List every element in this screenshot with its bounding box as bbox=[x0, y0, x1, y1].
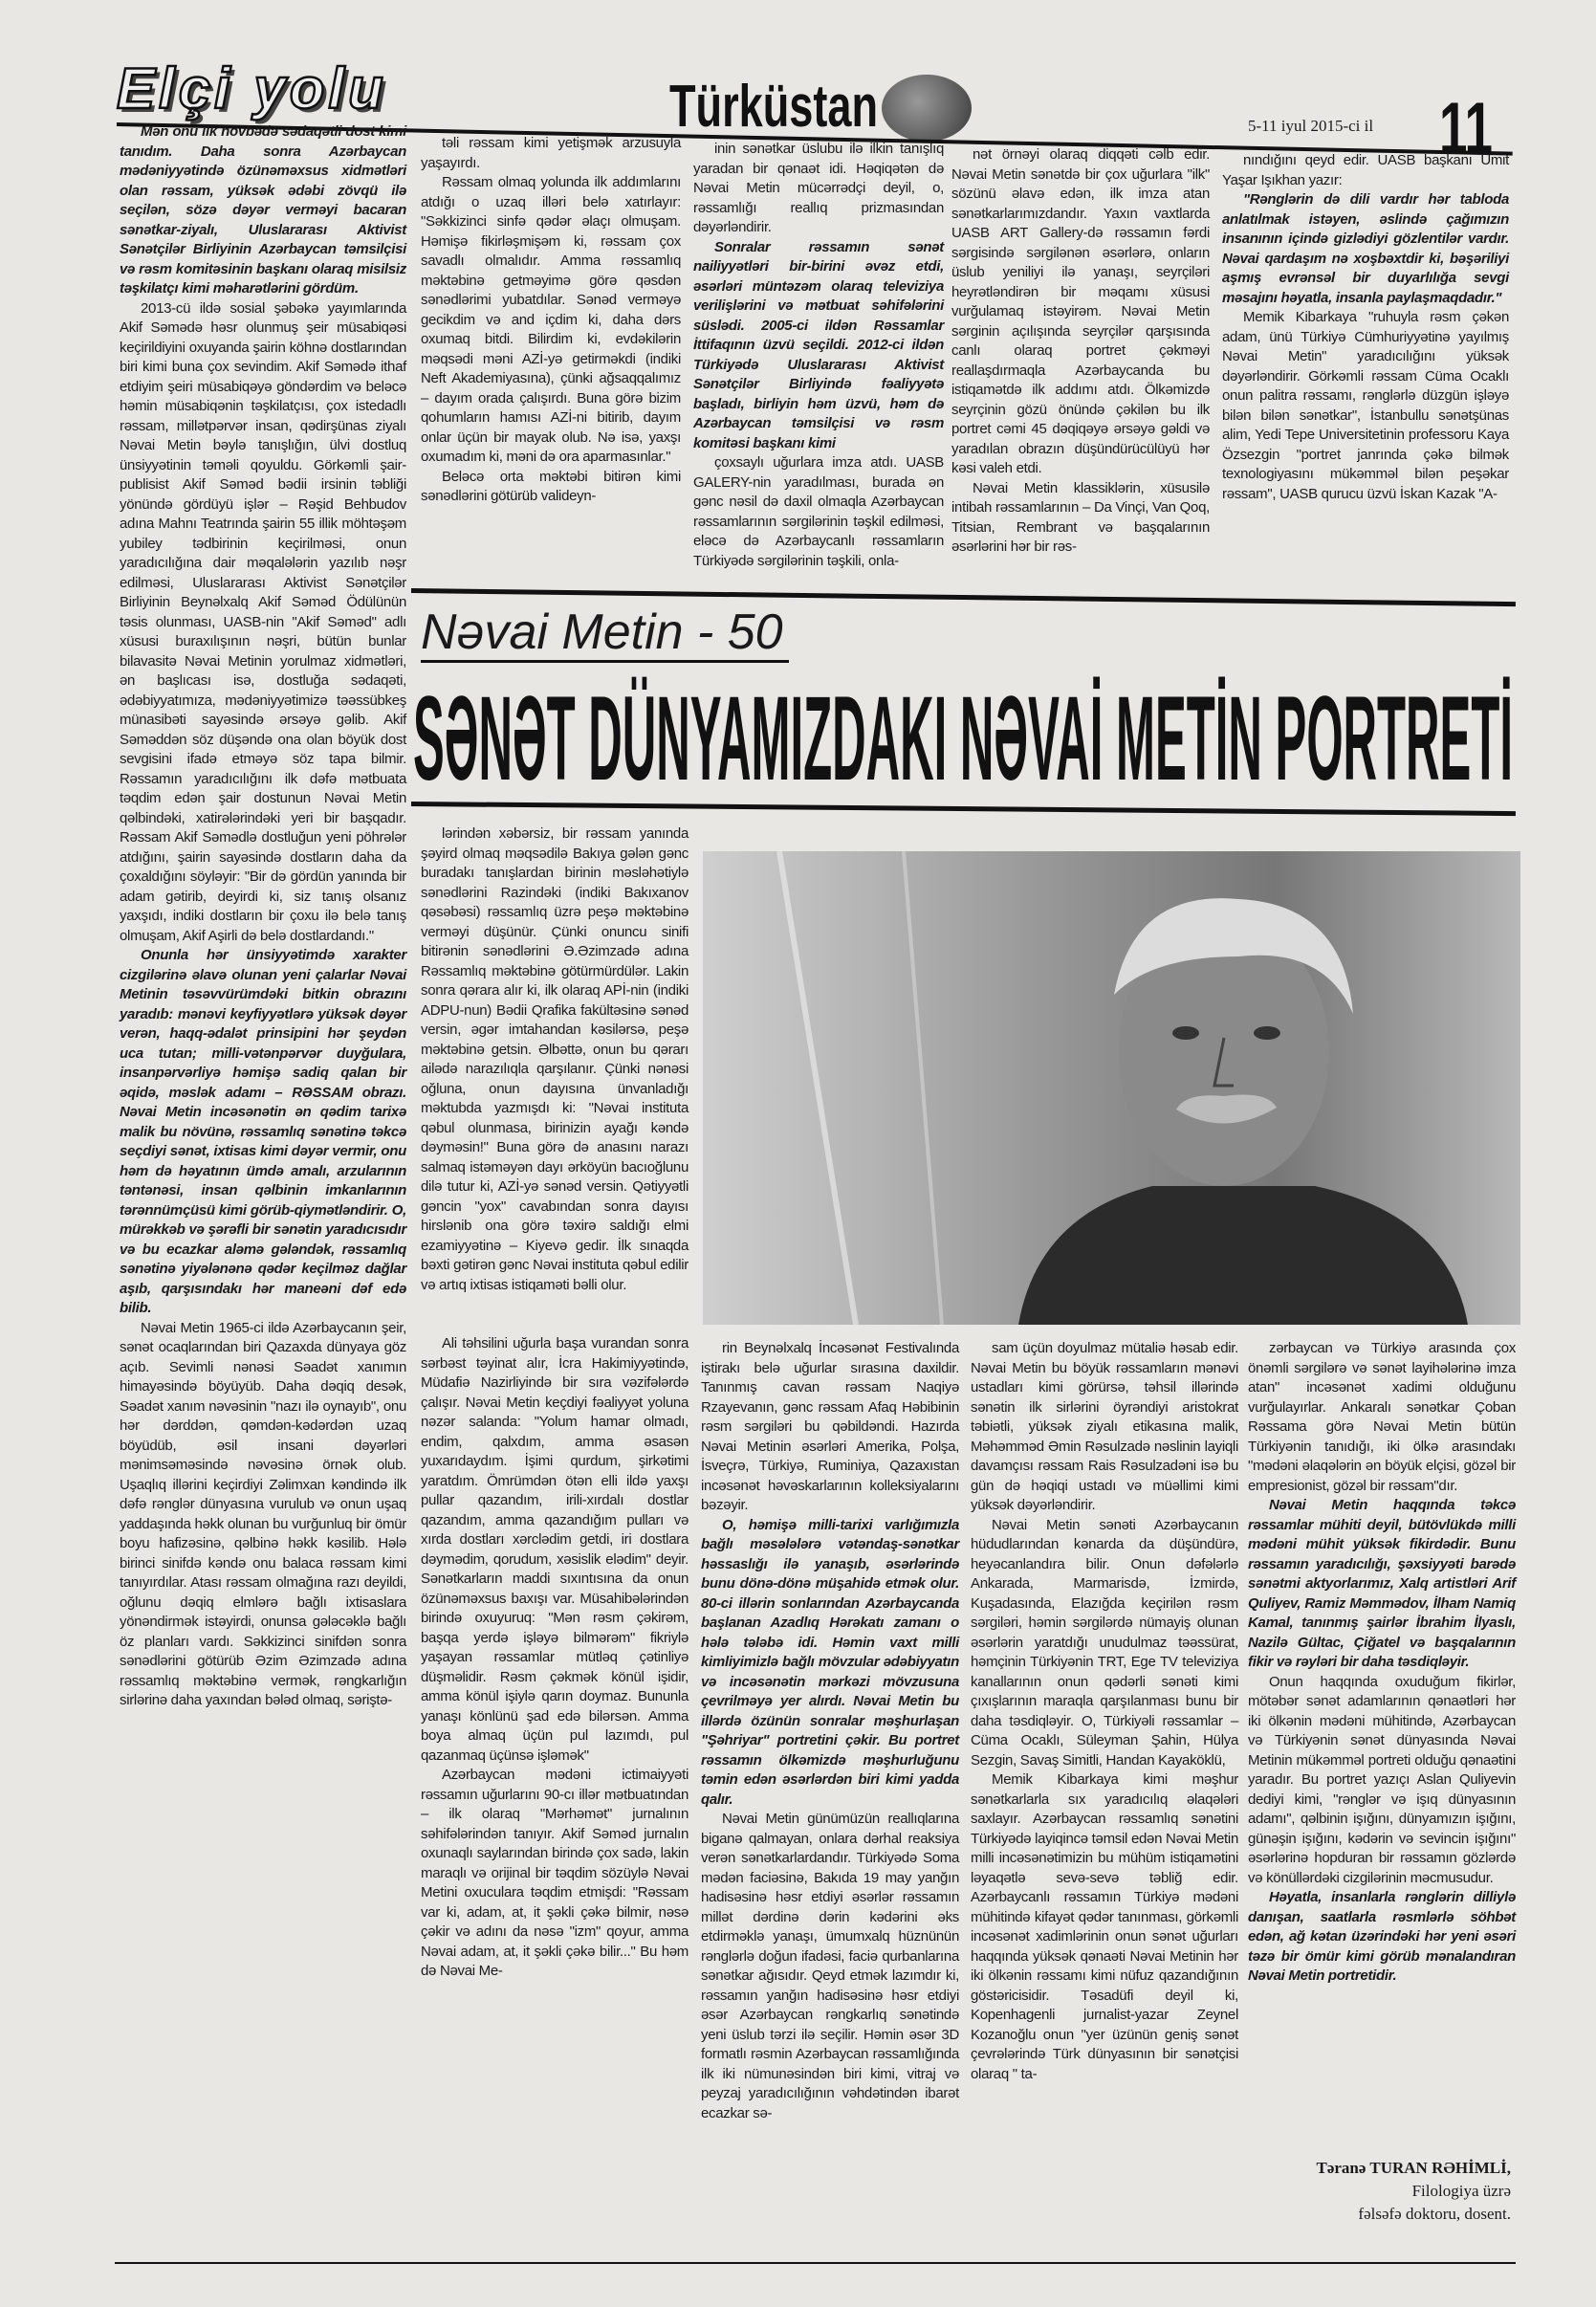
paragraph: Nəvai Metin sənəti Azərbaycanın hüdudlarından kənarda da düşündürə, heyəcanlandıra bilir. Onun dəfələrlə Ankarada, Marmarisdə, İzmirdə, Kuşadasında, Elazığda keçirilən rəsm sərgiləri, həmin sərgilərdə nümayiş olunan əsərlərin yaratdığı unudulmaz təəssürat, həmçinin Türkiyənin TRT, Ege TV televiziya kanallarının onun qədərli sənəti kimi çıxışlarının maraqla qarşılanması bunu bir daha təsdiqləyir. O, Türkiyəli rəssamlar – Cüma Ocaklı, Süleyman Şahin, Hülya Sezgin, Savaş Simitli, Handan Kayaköklü, bbox=[971, 1516, 1238, 1769]
paragraph: rin Beynəlxalq İncəsənət Festivalında iştirakı belə uğurlar sırasına daxildir. Tanınmış cavan rəssam Naqiyə Rzayevanın, gənc rəssam Afaq Həbibinin rəsm sərgiləri bu qəbildəndi. Hazırda Nəvai Metinin əsərləri Amerika, Polşa, İsveçrə, Türkiyə, Ruminiya, Qazaxıstan incəsənət həvəskarlarının kolleksiyalarını bəzəyir. bbox=[701, 1340, 959, 1513]
paragraph: inin sənətkar üslubu ilə ilkin tanışlıq yaradan bir qənaət idi. Həqiqətən də Nəvai Metin mücərrədçi deyil, o, rəssamlığı reallıq prizmasından dəyərləndirir. bbox=[693, 141, 944, 235]
paragraph: "Rənglərin də dili vardır hər tabloda anlatılmak istəyen, əslində çağımızın insanının içində gizlədiyi gözlentilər vardır. Nəvai qardaşım nə xoşbəxtdir ki, bəşəriliyi aşmış evrənsəl bir duyarlılığa sevgi məsajını həyatla, insanla paylaşmaqdadır." bbox=[1222, 191, 1509, 306]
paragraph: O, həmişə milli-tarixi varlığımızla bağlı məsələlərə vətəndaş-sənətkar həssaslığı ilə yanaşıb, əsərlərində bunu dönə-dönə müşahidə etmək olur. 80-ci illərin sonlarından Azərbaycanda başlanan Azadlıq Hərəkatı zamanı o hələ tələbə idi. Həmin vaxt milli kimliyimizlə bağlı mövzular ədəbiyyatın və incəsənətin mərkəzi mövzusuna çevrilməyə yer alırdı. Nəvai Metin bu illərdə özünün sonralar məşhurlaşan "Şəhriyar" portretini çəkir. Bu portret rəssamın ölkəmizdə məşhurluğunu təmin edən əsərlərdən biri kimi yadda qalır. bbox=[701, 1516, 959, 1808]
article-headline-text: SƏNƏT DÜNYAMIZDAKI NƏVAİ METİN PORTRETİ bbox=[413, 672, 1513, 805]
paragraph: lərindən xəbərsiz, bir rəssam yanında şəyird olmaq məqsədilə Bakıya gələn gənc buradakı tanışlardan birinin məsləhətiylə sənədlərini Razindəki (indiki Bakıxanov qəsəbəsi) rəssamlıq üzrə peşə məktəbinə verməyi düşünür. Çünki onuncu sinifi bitirənin sənədlərini Ə.Əzimzadə adına Rəssamlıq məktəbinə götürmürdülər. Lakin sonra qərara alır ki, ilk olaraq APİ-nin (indiki ADPU-nun) Bədii Qrafika fakültəsinə sənəd versin, əgər imtahandan kəsilərsə, peşə məktəbinə getsin. Əlbəttə, onun bu qərarı ailədə narazılıqla qarşılanır. Çünki nənəsi oğluna, onun dayısına ünvanladığı məktubda yazmışdı ki: "Nəvai instituta qəbul olunmasa, birinizin ayağı kəndə dəyməsin!" Buna görə də anasını narazı salmaq istəməyən dayı ərköyün bacıoğlunu dilə tutur ki, AZİ-yə sənəd versin. Qətiyyətli gəncin "yox" cavabından sonra dayısı hirslənib ona görə təxirə saldığı elmi ezamiyyətinə – Kiyevə gedir. İlk sınaqda bəxti gətirən gənc Nəvai instituta qəbul edilir və artıq ixtisas istiqaməti bəlli olur. bbox=[421, 825, 689, 1293]
portrait-illustration bbox=[703, 851, 1520, 1325]
paragraph: nət örnəyi olaraq diqqəti cəlb edir. Nəvai Metin sənətdə bir çox uğurlara "ilk" sözünü əlavə edən, ilk imza atan sənətkarlarımızdandır. Yaxın vaxtlarda UASB ART Gallery-də rəssamın fərdi sərgisində sərgilənən əsərlərə, onların üslub yeniliyi ilə yanaşı, seyrçiləri heyrətləndirən bir məqamı xüsusi vurğulamaq istəyirəm. Nəvai Metin sərginin açılışında seyrçilər qarşısında canlı olaraq portret çəkməyi reallaşdırmaqla Azərbaycanda bu istiqamətdə ilk addımı atdı. Ölkəmizdə seyrçinin gözü önündə çəkilən bu ilk portret cəmi 45 dəqiqəyə ərsəyə gəldi və yaradılan obrazın düşündürücülüyü hər kəsi valeh etdi. bbox=[951, 146, 1210, 476]
paragraph: Onunla hər ünsiyyətimdə xarakter cizgilərinə əlavə olunan yeni çalarlar Nəvai Metinin təsəvvürümdəki bitkin obrazını yaradıb: mənəvi keyfiyyətlərə yüksək dəyər verən, haqq-ədalət prinsipini hər şeydən uca tutan; milli-vətənpərvər duyğulara, insanpərvərliyə həmişə sadiq qalan bir əqidə, məslək adamı – RƏSSAM obrazı. Nəvai Metin incəsənətin ən qədim tarixə malik bu növünə, rəssamlıq sənətinə təkcə seçdiyi sənət, ixtisas kimi dəyər vermir, onu həm də həyatının ümdə amalı, arzularının təntənəsi, insan qəlbinin imkanlarının tərənnümçüsü kimi görüb-qiymətləndirir. O, mürəkkəb və şərəfli bir sənətin yaradıcısıdır və bu ecazkar aləmə gələndək, rəssamlıq sənətinə yiyələnənə qədər keçilməz dağlar aşıb, qarşısındakı hər maneəni dəf edə bilib. bbox=[120, 947, 406, 1316]
paragraph: 2013-cü ildə sosial şəbəkə yayımlarında Akif Səmədə həsr olunmuş şeir müsabiqəsi keçirildiyini oxuyanda şairin köhnə dostlarından biri kimi buna çox sevindim. Akif Səmədə ithaf etdiyim şeiri müsabiqəyə göndərdim və beləcə həmin müsabiqənin təşkilatçısı, çox istedadlı rəssam, millətpərvər insan, qədirşünas ziyalı Nəvai Metin bəylə tanışlığın, ülvi dostluq ünsiyyətinin təməli qoyuldu. Görkəmli şair-publisist Akif Səməd bədii irsinin təbliği yönündə gördüyü işlər – Rəşid Behbudov adına Mahnı Teatrında şairin 55 illik möhtəşəm yubiley tədbirinin keçirilməsi, onun yaradıcılığına dair məqalələrin yazılıb nəşr edilməsi, Uluslararası Aktivist Sənətçilər Birliyinin Beynəlxalq Akif Səməd Ödülünün təsis olunması, UASB-nin "Akif Səməd" adlı xüsusi buraxılışının nəşri, bütün bunlar bilavasitə Nəvai Metinin yorulmaz xidmətləri, ən başlıcası isə, dostluğa sədaqəti, ədəbiyyatımıza, mədəniyyətimizə təəssübkeş münasibəti sayəsində ərsəyə gəlib. Akif Səməddən söz düşəndə ona olan böyük dost sevgisini ifadə etməyə söz tapa bilmir. Rəssamın yaradıcılığını ilk dəfə mətbuata təqdim edən şair dostunun Nəvai Metin qəlbindəki, xatirələrindəki yeri bir başqadır. Rəssam Akif Səmədlə dostluğun yeni pöhrələr atdığını, şairin sayəsində dostların daha da çoxaldığını söyləyir: "Bir də gördün yanında bir adam gətirib, deyirdi ki, siz tanış olsanız yaxşıdı, indiki dostların bir çoxu ilə belə tanış olmuşam, Akif Aşirli də belə dostlardandı." bbox=[120, 299, 406, 944]
paragraph: Azərbaycan mədəni ictimaiyyəti rəssamın uğurlarını 90-cı illər mətbuatından – ilk olaraq "Mərhəmət" jurnalının səhifələrindən tanıyır. Akif Səməd jurnalın oxunaqlı saylarından birində çox sadə, lakin maraqlı və orijinal bir təqdim sözüylə Nəvai Metini oxuculara təqdim etmişdi: "Rəssam var ki, adam, at, it şəkli çəkə bilmir, nəsə çəkir və adını da nəsə "izm" qoyur, amma Nəvai adam, at, it şəkli çəkə bilir..." Bu həm də Nəvai Me- bbox=[421, 1767, 689, 1979]
article-column-3-top bbox=[693, 140, 944, 571]
article-kicker: Nəvai Metin - 50 bbox=[421, 604, 789, 663]
article-column-5-top bbox=[1222, 151, 1509, 504]
author-degree: fəlsəfə doktoru, dosent. bbox=[1358, 2205, 1511, 2223]
paragraph: çoxsaylı uğurlara imza atdı. UASB GALERY-nin yaradılması, burada ən gənc nəsil də daxil olmaqla Azərbaycan rəssamlarının sərgilərinin təşkil edilməsi, eləcə də Azərbaycanlı rəssamların Türkiyədə sərgilərinin təşkili, onla- bbox=[693, 454, 944, 569]
paragraph: nındığını qeyd edir. UASB başkanı Ümit Yaşar Işıkhan yazır: bbox=[1222, 152, 1509, 188]
page-bottom-rule bbox=[115, 2262, 1516, 2264]
page-number-text: 11 bbox=[1439, 88, 1493, 169]
issue-date: 5-11 iyul 2015-ci il bbox=[1248, 117, 1374, 135]
paragraph: sam üçün doyulmaz mütaliə həsab edir. Nəvai Metin bu böyük rəssamların mənəvi ustadları kimi görürsə, təhsil illərində sənətin ilk sirlərini öyrəndiyi aristokrat təbiətli, yüksək ziyalı etikasına malik, Məhəmməd Əmin Rəsulzadə nəslinin layiqli davamçısı rəssam Rais Rəsulzadəni isə bu gün də həqiqi ustadı və müəllimi kimi yüksək dəyərləndirir. bbox=[971, 1340, 1238, 1513]
article-column-2-top bbox=[421, 134, 681, 507]
paragraph: zərbaycan və Türkiyə arasında çox önəmli sərgilərə və sənət layihələrinə imza atan" incəsənət xadimi olduğunu vurğulayırlar. Ankaralı sənətkar Çoban Rəssama görə Nəvai Metin bütün Türkiyənin tanıdığı, iki ölkə arasındakı "mədəni əlaqələrin ən böyük elçisi, gözəl bir empresionist, gözəl bir rəssam"dır. bbox=[1248, 1340, 1516, 1494]
article-column-5-bottom bbox=[1248, 1339, 1516, 1987]
paragraph: Nəvai Metin günümüzün reallıqlarına biganə qalmayan, onlara dərhal reaksiya verən sənətkarlardandır. Türkiyədə Soma mədən faciəsinə, Bakıda 19 may yanğın hadisəsinə həsr etdiyi əsərlər rəssamın millət dərdinə dərin kədərini əks etdirməklə yanaşı, ümumxalq hüznünün rənglərlə doğun ifadəsi, faciə qurbanlarına sənətkar ağısıdır. Qeyd etmək lazımdır ki, rəssamın yanğın hadisəsinə həsr etdiyi əsər Azərbaycan rəngkarlıq sənətində yeni üslub tərzi ilə seçilir. Həmin əsər 3D formatlı rəsmin Azərbaycan rəssamlığında ilk iki nümunəsindən biri kimi, vitraj və peyzaj yaradıcılığının vəhdətindən ibarət ecazkar sə- bbox=[701, 1811, 959, 2121]
page-number bbox=[1439, 84, 1497, 169]
author-signature bbox=[1253, 2157, 1511, 2226]
paragraph: təli rəssam kimi yetişmək arzusuyla yaşayırdı. bbox=[421, 135, 681, 171]
paragraph: Onun haqqında oxuduğum fikirlər, mötəbər sənət adamlarının qənaətləri hər iki ölkənin mədəni mühitində, Azərbaycan və Türkiyənin sənət dünyasında Nəvai Metinin mükəmməl portreti olduğu qənaətini yaradır. Bu portret yazıçı Aslan Quliyevin dediyi kimi, "rənglər və işıq dünyasının adamı", qəlbinin işığını, dünyamızın işığını, günəşin işığını, kədərin və sevincin işığını" əsərlərinə hopduran bir rəssamın gözlərdə və könüllərdəki cizgilərinin məcmusudur. bbox=[1248, 1673, 1516, 1886]
paragraph: Nəvai Metin haqqında təkcə rəssamlar mühiti deyil, bütövlükdə milli mədəni mühit yüksək fikirdədir. Bunu rəssamın yaradıcılığı, şəxsiyyəti barədə sənətmi aktyorlarımız, Xalq artistləri Arif Quliyev, Ramiz Məmmədov, İlham Namiq Kamal, tanınmış şairlər İbrahim İlyaslı, Nazilə Gültac, Çiğatel və başqalarının fikir və rəyləri bir daha təsdiqləyir. bbox=[1248, 1497, 1516, 1670]
article-column-2-bottom bbox=[421, 1334, 689, 1982]
article-column-2-middle bbox=[421, 824, 689, 1295]
author-title: Filologiya üzrə bbox=[1411, 2182, 1511, 2200]
article-column-4-top bbox=[951, 145, 1210, 558]
paragraph: Beləcə orta məktəbi bitirən kimi sənədlərini götürüb valideyn- bbox=[421, 468, 681, 504]
paragraph: Həyatla, insanlarla rənglərin dilliylə danışan, saatlarla rəsmlərlə söhbət edən, ağ kətan üzərindəki hər yeni əsəri təzə bir ömür kimi görüb mənalandıran Nəvai Metin portretidir. bbox=[1248, 1889, 1516, 1984]
portrait-photo bbox=[703, 851, 1520, 1325]
article-column-4-bottom bbox=[971, 1339, 1238, 2084]
paragraph: Sonralar rəssamın sənət nailiyyətləri bir-birini əvəz etdi, əsərləri müntəzəm olaraq televiziya verilişlərini və mətbuat səhifələrini süslədi. 2005-ci ildən Rəssamlar İttifaqının üzvü seçildi. 2012-ci ildən Türkiyədə Uluslararası Aktivist Sənətçilər Birliyində fəaliyyətə başladı, birliyin həm üzvü, həm də Azərbaycan təmsilçisi və rəsm komitəsi başkanı kimi bbox=[693, 238, 944, 451]
newspaper-name-text: Türküstan bbox=[669, 74, 878, 140]
paragraph: Rəssam olmaq yolunda ilk addımlarını atdığı o uzaq illəri belə xatırlayır: "Səkkizinci sinfə qədər əlaçı olmuşam. Həmişə fikirləşmişəm ki, rəssam çox savadlı olmalıdır. Amma rəssamlıq məktəbinə getməyimə görə qəsdən sənədlərimi yubatdılar. Sənəd verməyə gecikdim və and içdim ki, daha dərs oxumaq bitdi. Bilirdim ki, evdəkilərin məqsədi məni AZİ-yə getirməkdi (indiki Neft Akademiyasına), çünki ağsaqqalımız – dayım orada çalışırdı. Buna görə bizim qohumların hamısı AZİ-ni bitirib, dayım onlar üçün bir mayak olub. Nə isə, yaxşı oxumadım ki, məni də ora aparmasınlar." bbox=[421, 174, 681, 465]
article-column-1 bbox=[120, 122, 406, 1711]
article-headline bbox=[413, 670, 1518, 805]
newspaper-name bbox=[669, 67, 880, 140]
paragraph: Nəvai Metin klassiklərin, xüsusilə intibah rəssamlarının – Da Vinçi, Van Qoq, Titsian, Rembrant və başqalarının əsərlərini hər bir rəs- bbox=[951, 479, 1210, 555]
article-column-3-bottom bbox=[701, 1339, 959, 2123]
paragraph: Mən onu ilk növbədə sədaqətli dost kimi tanıdım. Daha sonra Azərbaycan mədəniyyətində özünəməxsus xidmətləri olan rəssam, yüksək ədəbi zövqü ilə seçilən, sözə dəyər verməyi bacaran sənətkar-ziyalı, Uluslararası Aktivist Sənətçilər Birliyinin Azərbaycan təmsilçisi və rəsm komitəsinin başkanı olaraq misilsiz təşkilatçı kimi məharətlərini gördüm. bbox=[120, 123, 406, 297]
section-title: Elçi yolu bbox=[117, 56, 387, 121]
globe-logo-icon bbox=[882, 75, 972, 142]
paragraph: Memik Kibarkaya "ruhuyla rəsm çəkən adam, ünü Türkiyə Cümhuriyyətinə yayılmış Nəvai Metin" yaradıcılığını yüksək dəyərləndirir. Görkəmli rəssam Cüma Ocaklı onun palitra rəssamı, rənglərlə düzgün işləyə bilən bilən sənətkar", İstanbullu sənətşünas alim, Yedi Tepe Universitetinin professoru Kaya Özsezgin "portret janrında çəkə bilmək texnologiyasını mükəmməl bilən peşəkar rəssam", UASB qurucu üzvü İskan Kazak "A- bbox=[1222, 309, 1509, 502]
author-name: Təranə TURAN RƏHİMLİ, bbox=[1316, 2159, 1511, 2177]
paragraph: Nəvai Metin 1965-ci ildə Azərbaycanın şeir, sənət ocaqlarından biri Qazaxda dünyaya göz açıb. Sevimli nənəsi Səadət xanımın himayəsində böyüyüb. Daha dəqiq desək, Səadət xanım nəvəsinin "nazı ilə oynayıb", onu hər dərddən, qəmdən-kədərdən uzaq böyüdüb, əsil insani dəyərləri mənimsəməsində nəvəsinə örnək olub. Uşaqlıq illərini keçirdiyi Zəlimxan kəndində ilk dəfə rənglər dünyasına vurulub və onun uşaq yaddaşında həkk olunan bu vurğunluq bir ömür boyu hafizəsinə, qəlbinə həkk kəsilib. Hələ birinci sinifdə kəndə onu balaca rəssam kimi tanıyırdılar. Atası rəssam olmağına razı deyildi, oğlunu dəqiq elmlərə bağlı ixtisaslara yönəndirmək istəyirdi, onunsa gələcəklə bağlı öz planları vardı. Səkkizinci sinifdən sonra sənədlərini götürüb Əzim Əzimzadə adına rəssamlıq məktəbinə vermək, rəngkarlığın sirlərinə daha yaxından bələd olmaq, səriştə- bbox=[120, 1319, 406, 1708]
paragraph: Memik Kibarkaya kimi məşhur sənətkarlarla sıx yaradıcılıq əlaqələri saxlayır. Azərbaycan rəssamlıq sənətini Türkiyədə layiqincə təmsil edən Nəvai Metin milli incəsənətimizin bu mühüm istiqamətini ləyaqətlə sevə-sevə təbliğ edir. Azərbaycanlı rəssamın Türkiyə mədəni mühitində kifayət qədər tanınması, görkəmli incəsənət xadimlərinin onun sənət uğurları haqqında yüksək qənaəti Nəvai Metinin hər iki ölkənin rəssamı kimi nüfuz qazandığının göstəricisidir. Təsadüfi deyil ki, Kopenhagenli jurnalist-yazar Zeynel Kozanoğlu onun "yer üzünün geniş sənət çevrələrində Türk dünyasının bir sənətçisi olaraq " ta- bbox=[971, 1771, 1238, 2082]
paragraph: Ali təhsilini uğurla başa vurandan sonra sərbəst təyinat alır, İcra Hakimiyyətində, Müdafiə Nazirliyində bir sıra vəzifələrdə çalışır. Nəvai Metin keçdiyi fəaliyyət yoluna nəzər salanda: "Yolum hamar olmadı, endim, qalxdım, amma əsasən yuxarıdaydım. İşimi qurdum, şirkətimi yaratdım. Ömrümdən ötən elli ildə yaxşı pullar qazandım, irili-xırdalı dostlar qazandım, amma qazandığım pulları və xırda dostları xərclədim getdi, iri dostlara dəymədim, qorudum, xəsislik elədim" deyir. Sənətkarların maddi sıxıntısına da onun özünəməxsus baxışı var. Müsahibələrindən birində oxuyuruq: "Mən rəsm çəkirəm, başqa yerdə işləyə bilmərəm" fikriylə yaşayan rəssamlar mütləq çətinliyə düşməlidir. Rəsm çəkmək könül işidir, amma könül işiylə qarın doymaz. Bununla yanaşı könlünü şad edə bilərsən. Amma boya almaq üçün pul lazımdı, pul qazanmaq üçünsə işləmək" bbox=[421, 1335, 689, 1764]
